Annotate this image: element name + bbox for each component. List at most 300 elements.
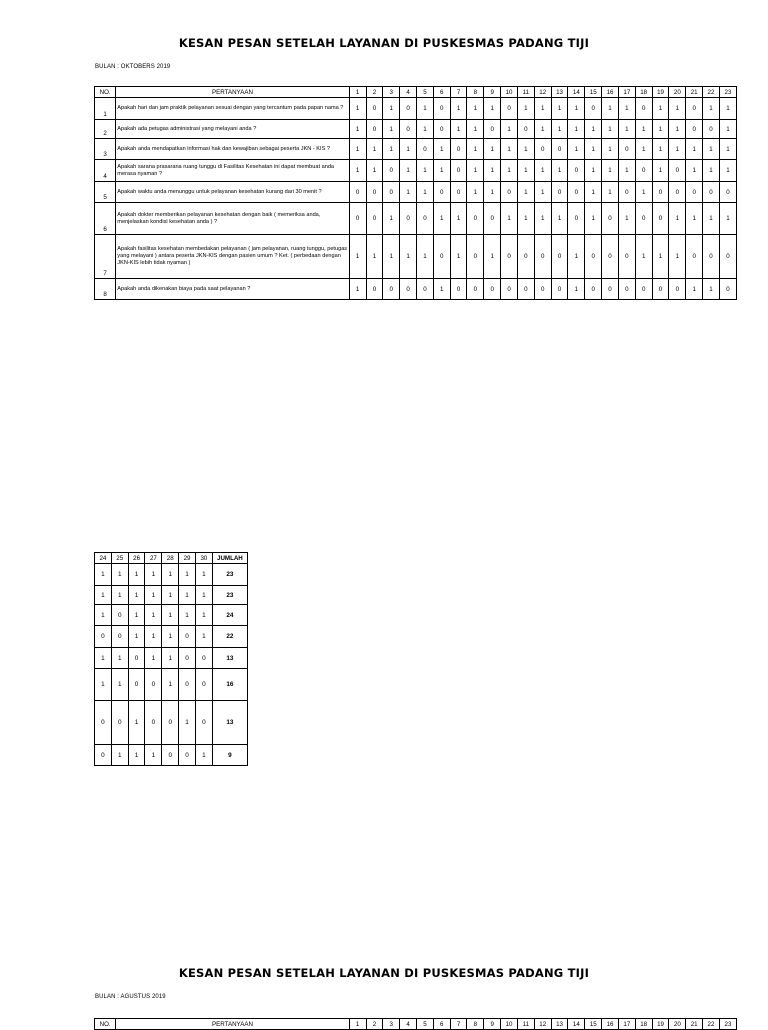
answer-cell: 1 <box>517 203 534 235</box>
total-cell: 23 <box>212 586 247 605</box>
answer-cell: 0 <box>450 160 467 182</box>
header-question: PERTANYAAN <box>116 87 349 98</box>
row-number: 4 <box>95 160 116 182</box>
question-text: Apakah anda dikenakan biaya pada saat pelayanan ? <box>116 279 349 300</box>
answer-cell: 1 <box>585 160 602 182</box>
answer-cell: 0 <box>467 235 484 279</box>
row-number: 8 <box>95 279 116 300</box>
answer-cell: 0 <box>400 203 417 235</box>
answer-cell: 0 <box>383 279 400 300</box>
answer-cell: 1 <box>95 586 112 605</box>
header-col-22: 22 <box>703 1019 720 1030</box>
header-col-9: 9 <box>484 1019 501 1030</box>
answer-cell: 0 <box>602 203 619 235</box>
answer-cell: 0 <box>635 160 652 182</box>
answer-cell: 0 <box>111 701 128 745</box>
answer-cell: 0 <box>501 235 518 279</box>
answer-cell: 1 <box>585 203 602 235</box>
header-no: NO. <box>95 87 116 98</box>
answer-cell: 1 <box>703 139 720 160</box>
answer-cell: 0 <box>366 98 383 120</box>
header-col-19: 19 <box>652 1019 669 1030</box>
header-col-4: 4 <box>400 1019 417 1030</box>
answer-cell: 1 <box>467 139 484 160</box>
header-col-3: 3 <box>383 1019 400 1030</box>
answer-cell: 1 <box>111 564 128 586</box>
answer-cell: 1 <box>417 160 434 182</box>
header-col-21: 21 <box>686 1019 703 1030</box>
answer-cell: 1 <box>703 279 720 300</box>
table-row <box>95 235 737 279</box>
total-cell: 13 <box>212 648 247 669</box>
answer-cell: 1 <box>195 564 212 586</box>
answer-cell: 1 <box>534 160 551 182</box>
header-col-26: 26 <box>128 553 145 564</box>
answer-cell: 0 <box>551 279 568 300</box>
answer-cell: 0 <box>366 203 383 235</box>
table-row <box>95 701 248 745</box>
header-col-22: 22 <box>703 87 720 98</box>
answer-cell: 0 <box>484 120 501 139</box>
answer-cell: 0 <box>349 203 366 235</box>
answer-cell: 0 <box>195 648 212 669</box>
answer-cell: 1 <box>128 701 145 745</box>
header-col-28: 28 <box>162 553 179 564</box>
answer-cell: 0 <box>568 203 585 235</box>
answer-cell: 1 <box>484 139 501 160</box>
answer-cell: 1 <box>383 203 400 235</box>
header-col-13: 13 <box>551 87 568 98</box>
answer-cell: 1 <box>517 98 534 120</box>
answer-cell: 0 <box>179 669 196 701</box>
answer-cell: 1 <box>111 745 128 766</box>
answer-cell: 0 <box>450 279 467 300</box>
answer-cell: 0 <box>366 120 383 139</box>
page-title: KESAN PESAN SETELAH LAYANAN DI PUSKESMAS PADANG TIJI <box>178 36 590 50</box>
table-header-row <box>95 1019 737 1030</box>
answer-cell: 1 <box>652 120 669 139</box>
answer-cell: 0 <box>145 669 162 701</box>
answer-cell: 0 <box>433 120 450 139</box>
answer-cell: 1 <box>417 120 434 139</box>
answer-cell: 1 <box>162 648 179 669</box>
total-cell: 9 <box>212 745 247 766</box>
header-col-21: 21 <box>686 87 703 98</box>
header-col-1: 1 <box>349 87 366 98</box>
answer-cell: 1 <box>602 120 619 139</box>
answer-cell: 1 <box>719 120 736 139</box>
answer-cell: 1 <box>719 139 736 160</box>
answer-cell: 0 <box>669 182 686 203</box>
answer-cell: 1 <box>162 586 179 605</box>
answer-cell: 0 <box>703 120 720 139</box>
answer-cell: 1 <box>417 182 434 203</box>
table-header-row <box>95 553 248 564</box>
answer-cell: 1 <box>128 605 145 626</box>
header-col-7: 7 <box>450 87 467 98</box>
answer-cell: 0 <box>602 279 619 300</box>
survey-table <box>94 86 737 300</box>
answer-cell: 1 <box>383 120 400 139</box>
answer-cell: 1 <box>703 203 720 235</box>
row-number: 2 <box>95 120 116 139</box>
answer-cell: 0 <box>501 98 518 120</box>
header-col-16: 16 <box>602 87 619 98</box>
answer-cell: 1 <box>145 586 162 605</box>
answer-cell: 1 <box>95 648 112 669</box>
header-col-30: 30 <box>195 553 212 564</box>
answer-cell: 1 <box>128 564 145 586</box>
answer-cell: 0 <box>400 120 417 139</box>
answer-cell: 1 <box>95 605 112 626</box>
answer-cell: 1 <box>501 160 518 182</box>
answer-cell: 1 <box>145 626 162 648</box>
table-row <box>95 279 737 300</box>
answer-cell: 1 <box>400 160 417 182</box>
answer-cell: 1 <box>95 669 112 701</box>
answer-cell: 1 <box>467 120 484 139</box>
answer-cell: 0 <box>618 235 635 279</box>
answer-cell: 1 <box>719 160 736 182</box>
answer-cell: 1 <box>349 98 366 120</box>
answer-cell: 1 <box>585 120 602 139</box>
answer-cell: 1 <box>602 98 619 120</box>
answer-cell: 1 <box>568 120 585 139</box>
total-cell: 24 <box>212 605 247 626</box>
answer-cell: 0 <box>162 701 179 745</box>
answer-cell: 1 <box>145 605 162 626</box>
answer-cell: 0 <box>652 203 669 235</box>
answer-cell: 0 <box>686 235 703 279</box>
answer-cell: 1 <box>652 160 669 182</box>
header-col-14: 14 <box>568 87 585 98</box>
answer-cell: 1 <box>517 160 534 182</box>
header-col-6: 6 <box>433 1019 450 1030</box>
answer-cell: 1 <box>635 120 652 139</box>
header-col-6: 6 <box>433 87 450 98</box>
answer-cell: 0 <box>534 235 551 279</box>
answer-cell: 1 <box>602 160 619 182</box>
answer-cell: 1 <box>669 98 686 120</box>
header-total: JUMLAH <box>212 553 247 564</box>
total-cell: 13 <box>212 701 247 745</box>
answer-cell: 1 <box>467 182 484 203</box>
answer-cell: 0 <box>400 279 417 300</box>
question-text: Apakah dokter memberikan pelayanan kesehatan dengan baik ( memeriksa anda, menjelaskan kondisi kesehatan anda ) ? <box>116 203 349 235</box>
answer-cell: 1 <box>349 235 366 279</box>
answer-cell: 1 <box>366 160 383 182</box>
answer-cell: 1 <box>501 120 518 139</box>
answer-cell: 0 <box>669 160 686 182</box>
header-col-13: 13 <box>551 1019 568 1030</box>
header-col-9: 9 <box>484 87 501 98</box>
question-text: Apakah waktu anda menunggu untuk pelayanan kesehatan kurang dari 30 menit ? <box>116 182 349 203</box>
header-col-1: 1 <box>349 1019 366 1030</box>
survey-table-2 <box>94 1018 737 1030</box>
answer-cell: 1 <box>703 160 720 182</box>
answer-cell: 0 <box>450 139 467 160</box>
answer-cell: 0 <box>501 182 518 203</box>
answer-cell: 1 <box>534 203 551 235</box>
header-col-16: 16 <box>602 1019 619 1030</box>
answer-cell: 1 <box>383 98 400 120</box>
answer-cell: 0 <box>433 98 450 120</box>
answer-cell: 1 <box>145 648 162 669</box>
answer-cell: 1 <box>652 235 669 279</box>
answer-cell: 0 <box>618 279 635 300</box>
answer-cell: 0 <box>111 626 128 648</box>
answer-cell: 1 <box>195 626 212 648</box>
question-text: Apakah hari dan jam praktik pelayanan sesuai dengan yang tercantum pada papan nama ? <box>116 98 349 120</box>
answer-cell: 1 <box>635 182 652 203</box>
answer-cell: 0 <box>652 279 669 300</box>
answer-cell: 1 <box>450 203 467 235</box>
answer-cell: 1 <box>400 182 417 203</box>
header-col-19: 19 <box>652 87 669 98</box>
answer-cell: 0 <box>703 235 720 279</box>
answer-cell: 0 <box>719 279 736 300</box>
answer-cell: 1 <box>433 203 450 235</box>
answer-cell: 1 <box>635 139 652 160</box>
header-col-12: 12 <box>534 1019 551 1030</box>
answer-cell: 1 <box>111 669 128 701</box>
header-col-20: 20 <box>669 1019 686 1030</box>
answer-cell: 0 <box>686 182 703 203</box>
row-number: 1 <box>95 98 116 120</box>
answer-cell: 0 <box>467 279 484 300</box>
answer-cell: 0 <box>686 98 703 120</box>
header-col-3: 3 <box>383 87 400 98</box>
answer-cell: 0 <box>517 235 534 279</box>
header-col-11: 11 <box>517 1019 534 1030</box>
total-cell: 22 <box>212 626 247 648</box>
answer-cell: 0 <box>551 139 568 160</box>
answer-cell: 0 <box>128 648 145 669</box>
answer-cell: 0 <box>534 279 551 300</box>
answer-cell: 1 <box>568 139 585 160</box>
header-col-29: 29 <box>179 553 196 564</box>
table-row <box>95 745 248 766</box>
answer-cell: 1 <box>551 98 568 120</box>
answer-cell: 0 <box>602 235 619 279</box>
answer-cell: 0 <box>652 182 669 203</box>
header-col-10: 10 <box>501 1019 518 1030</box>
answer-cell: 1 <box>618 120 635 139</box>
table-row <box>95 160 737 182</box>
total-cell: 16 <box>212 669 247 701</box>
answer-cell: 1 <box>162 605 179 626</box>
header-col-18: 18 <box>635 1019 652 1030</box>
answer-cell: 0 <box>400 98 417 120</box>
answer-cell: 0 <box>417 279 434 300</box>
header-col-10: 10 <box>501 87 518 98</box>
header-col-20: 20 <box>669 87 686 98</box>
table-row <box>95 120 737 139</box>
answer-cell: 1 <box>383 139 400 160</box>
table-row <box>95 203 737 235</box>
answer-cell: 1 <box>400 235 417 279</box>
header-col-5: 5 <box>417 1019 434 1030</box>
header-col-27: 27 <box>145 553 162 564</box>
survey-table-continued <box>94 552 248 766</box>
header-col-14: 14 <box>568 1019 585 1030</box>
answer-cell: 1 <box>433 160 450 182</box>
answer-cell: 1 <box>551 160 568 182</box>
answer-cell: 0 <box>179 745 196 766</box>
answer-cell: 0 <box>585 98 602 120</box>
answer-cell: 0 <box>517 120 534 139</box>
header-col-7: 7 <box>450 1019 467 1030</box>
answer-cell: 1 <box>686 160 703 182</box>
month-label-2: BULAN : AGUSTUS 2019 <box>95 994 166 1000</box>
answer-cell: 0 <box>179 626 196 648</box>
answer-cell: 1 <box>669 235 686 279</box>
answer-cell: 0 <box>95 626 112 648</box>
answer-cell: 0 <box>551 182 568 203</box>
answer-cell: 1 <box>686 279 703 300</box>
answer-cell: 1 <box>128 626 145 648</box>
answer-cell: 1 <box>652 98 669 120</box>
answer-cell: 1 <box>450 98 467 120</box>
answer-cell: 1 <box>719 203 736 235</box>
answer-cell: 0 <box>433 235 450 279</box>
answer-cell: 1 <box>450 235 467 279</box>
answer-cell: 0 <box>585 279 602 300</box>
answer-cell: 1 <box>467 160 484 182</box>
answer-cell: 1 <box>195 745 212 766</box>
answer-cell: 0 <box>719 182 736 203</box>
answer-cell: 1 <box>433 279 450 300</box>
answer-cell: 1 <box>517 139 534 160</box>
answer-cell: 0 <box>195 701 212 745</box>
answer-cell: 1 <box>602 182 619 203</box>
table-row <box>95 564 248 586</box>
answer-cell: 1 <box>585 182 602 203</box>
header-col-2: 2 <box>366 87 383 98</box>
answer-cell: 1 <box>366 139 383 160</box>
header-col-18: 18 <box>635 87 652 98</box>
answer-cell: 0 <box>95 701 112 745</box>
answer-cell: 1 <box>128 586 145 605</box>
answer-cell: 1 <box>145 564 162 586</box>
answer-cell: 1 <box>669 120 686 139</box>
answer-cell: 1 <box>585 139 602 160</box>
header-col-2: 2 <box>366 1019 383 1030</box>
row-number: 6 <box>95 203 116 235</box>
answer-cell: 0 <box>111 605 128 626</box>
answer-cell: 1 <box>349 120 366 139</box>
row-number: 5 <box>95 182 116 203</box>
answer-cell: 1 <box>568 235 585 279</box>
answer-cell: 1 <box>551 203 568 235</box>
answer-cell: 1 <box>195 586 212 605</box>
header-no: NO. <box>95 1019 116 1030</box>
question-text: Apakah anda mendapatkan informasi hak dan kewajiban sebagai peserta JKN - KIS ? <box>116 139 349 160</box>
total-cell: 23 <box>212 564 247 586</box>
answer-cell: 0 <box>484 279 501 300</box>
answer-cell: 0 <box>635 279 652 300</box>
answer-cell: 0 <box>162 745 179 766</box>
table-header-row <box>95 87 737 98</box>
answer-cell: 0 <box>635 98 652 120</box>
answer-cell: 1 <box>686 139 703 160</box>
header-col-24: 24 <box>95 553 112 564</box>
answer-cell: 0 <box>719 235 736 279</box>
answer-cell: 1 <box>501 203 518 235</box>
header-col-5: 5 <box>417 87 434 98</box>
header-col-12: 12 <box>534 87 551 98</box>
answer-cell: 1 <box>349 160 366 182</box>
answer-cell: 1 <box>111 648 128 669</box>
header-col-23: 23 <box>719 1019 736 1030</box>
answer-cell: 1 <box>669 203 686 235</box>
header-col-17: 17 <box>618 1019 635 1030</box>
answer-cell: 0 <box>534 139 551 160</box>
header-col-23: 23 <box>719 87 736 98</box>
answer-cell: 0 <box>501 279 518 300</box>
month-label: BULAN : OKTOBERS 2019 <box>95 64 171 70</box>
answer-cell: 1 <box>669 139 686 160</box>
answer-cell: 1 <box>349 139 366 160</box>
answer-cell: 1 <box>450 120 467 139</box>
answer-cell: 1 <box>602 139 619 160</box>
table-row <box>95 586 248 605</box>
question-text: Apakah fasilitas kesehatan membedakan pelayanan ( jam pelayanan, ruang tunggu, petugas yang melayani ) antara peserta JKN-KIS dengan pasien umum ? Ket. ( perbedaan dengan JKN-KIS lebih tidak nyaman ) <box>116 235 349 279</box>
answer-cell: 1 <box>417 235 434 279</box>
answer-cell: 1 <box>618 98 635 120</box>
answer-cell: 1 <box>534 182 551 203</box>
answer-cell: 0 <box>383 160 400 182</box>
answer-cell: 1 <box>195 605 212 626</box>
table-row <box>95 139 737 160</box>
table-row <box>95 605 248 626</box>
answer-cell: 1 <box>484 235 501 279</box>
answer-cell: 1 <box>719 98 736 120</box>
answer-cell: 0 <box>669 279 686 300</box>
answer-cell: 0 <box>568 160 585 182</box>
table-row <box>95 626 248 648</box>
answer-cell: 1 <box>417 98 434 120</box>
answer-cell: 0 <box>417 203 434 235</box>
answer-cell: 1 <box>179 605 196 626</box>
answer-cell: 0 <box>635 203 652 235</box>
answer-cell: 1 <box>534 98 551 120</box>
answer-cell: 1 <box>501 139 518 160</box>
answer-cell: 1 <box>366 235 383 279</box>
answer-cell: 1 <box>162 564 179 586</box>
answer-cell: 1 <box>635 235 652 279</box>
answer-cell: 1 <box>179 701 196 745</box>
answer-cell: 1 <box>349 279 366 300</box>
answer-cell: 1 <box>551 120 568 139</box>
answer-cell: 1 <box>128 745 145 766</box>
answer-cell: 0 <box>618 182 635 203</box>
answer-cell: 1 <box>145 745 162 766</box>
answer-cell: 0 <box>686 120 703 139</box>
answer-cell: 0 <box>703 182 720 203</box>
answer-cell: 1 <box>179 564 196 586</box>
answer-cell: 0 <box>366 279 383 300</box>
answer-cell: 0 <box>433 182 450 203</box>
page-title-2: KESAN PESAN SETELAH LAYANAN DI PUSKESMAS PADANG TIJI <box>178 966 590 980</box>
answer-cell: 0 <box>484 203 501 235</box>
answer-cell: 1 <box>618 160 635 182</box>
answer-cell: 1 <box>179 586 196 605</box>
answer-cell: 0 <box>195 669 212 701</box>
answer-cell: 1 <box>484 182 501 203</box>
answer-cell: 0 <box>417 139 434 160</box>
header-col-8: 8 <box>467 1019 484 1030</box>
